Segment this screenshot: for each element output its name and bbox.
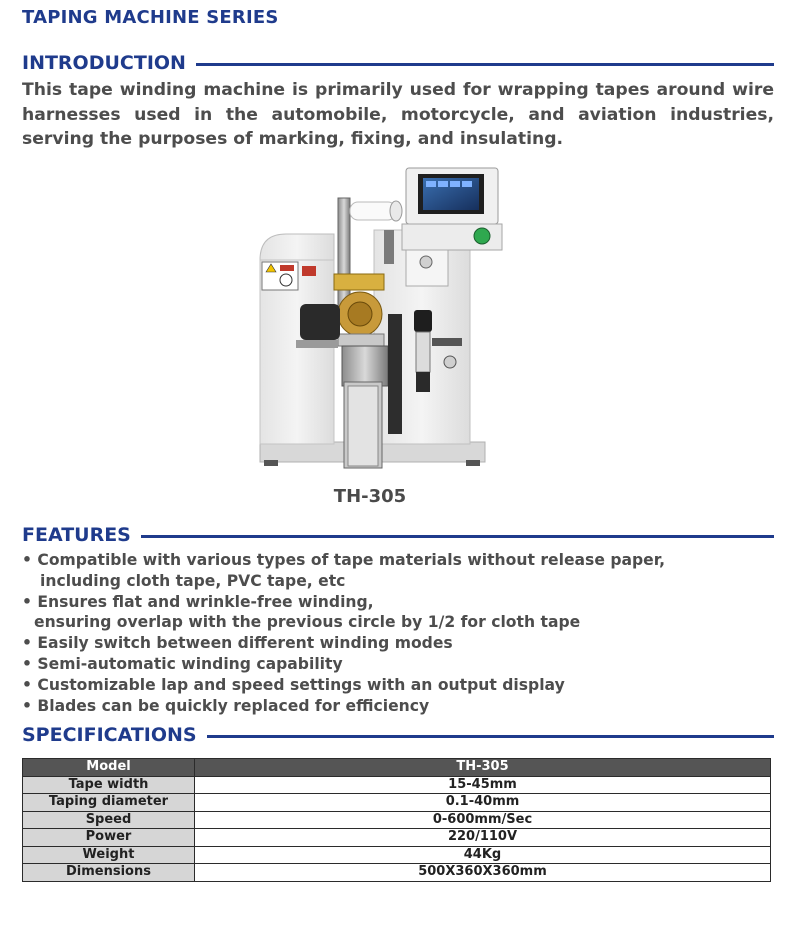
specifications-heading-row bbox=[22, 724, 774, 746]
feature-item: • Semi-automatic winding capability bbox=[22, 654, 343, 673]
table-row bbox=[23, 776, 771, 794]
spec-value: 220/110V bbox=[195, 829, 771, 847]
table-row bbox=[23, 794, 771, 812]
features-list bbox=[22, 550, 774, 716]
introduction-text: This tape winding machine is primarily used for wrapping tapes around wire harnesses used in the automobile, motorcycle, and aviation industries, serving the purposes of marking, fixing, and insulating. bbox=[22, 80, 774, 149]
table-row bbox=[23, 846, 771, 864]
feature-item: • Compatible with various types of tape materials without release paper, bbox=[22, 551, 666, 569]
spec-key: Taping diameter bbox=[23, 794, 195, 812]
heading-rule bbox=[141, 535, 774, 538]
introduction-heading: INTRODUCTION bbox=[22, 52, 186, 74]
table-row bbox=[23, 829, 771, 847]
spec-value: 0-600mm/Sec bbox=[195, 811, 771, 829]
spec-value: 44Kg bbox=[195, 846, 771, 864]
model-caption: TH-305 bbox=[333, 486, 407, 507]
table-row bbox=[23, 864, 771, 882]
spec-value: 15-45mm bbox=[195, 776, 771, 794]
taping-machine-image bbox=[246, 164, 504, 476]
spec-key: Dimensions bbox=[23, 864, 195, 882]
heading-rule bbox=[196, 63, 774, 66]
spec-key: Power bbox=[23, 829, 195, 847]
feature-item: • Customizable lap and speed settings with an output display bbox=[22, 675, 565, 694]
spec-key: Speed bbox=[23, 811, 195, 829]
feature-item-continuation: ensuring overlap with the previous circle by 1/2 for cloth tape bbox=[34, 613, 581, 632]
features-heading-row bbox=[22, 524, 774, 546]
spec-key: Weight bbox=[23, 846, 195, 864]
specifications-table bbox=[22, 758, 771, 882]
introduction-heading-row bbox=[22, 52, 774, 74]
heading-rule bbox=[207, 735, 774, 738]
spec-key: Tape width bbox=[23, 776, 195, 794]
spec-value: 0.1-40mm bbox=[195, 794, 771, 812]
feature-item: • Blades can be quickly replaced for efficiency bbox=[22, 696, 430, 715]
spec-value: 500X360X360mm bbox=[195, 864, 771, 882]
table-header-row bbox=[23, 759, 771, 777]
series-title: TAPING MACHINE SERIES bbox=[22, 7, 279, 28]
feature-item: • Easily switch between different winding modes bbox=[22, 634, 453, 653]
table-header-key: Model bbox=[23, 759, 195, 777]
feature-item-continuation: including cloth tape, PVC tape, etc bbox=[40, 571, 346, 590]
feature-item: • Ensures flat and wrinkle-free winding, bbox=[22, 592, 374, 611]
table-row bbox=[23, 811, 771, 829]
features-heading: FEATURES bbox=[22, 524, 131, 546]
table-header-value: TH-305 bbox=[195, 759, 771, 777]
specifications-heading: SPECIFICATIONS bbox=[22, 724, 197, 746]
